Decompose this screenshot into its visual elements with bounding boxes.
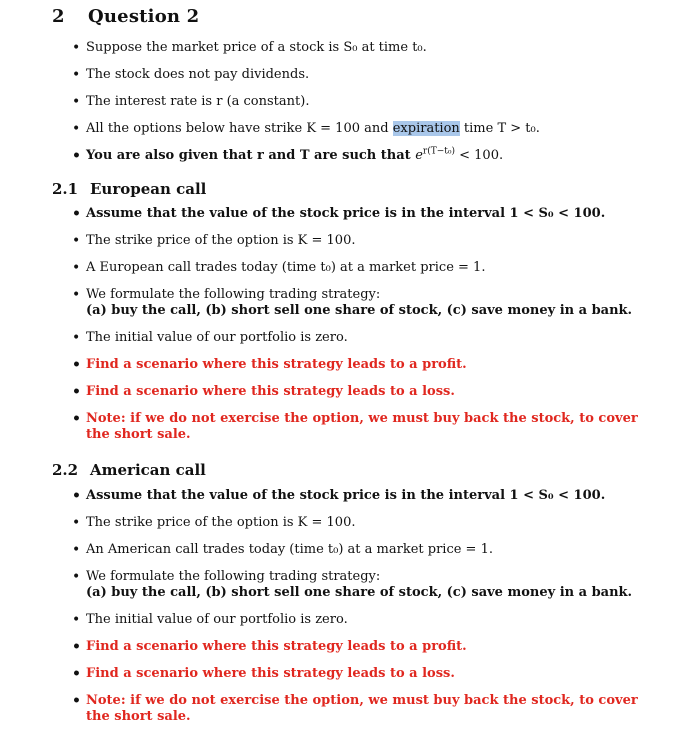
list-item: • The initial value of our portfolio is zero. [72, 612, 652, 639]
list-item: • An American call trades today (time t₀) at a market price = 1. [72, 542, 652, 569]
text-span: time T > t₀. [459, 121, 540, 136]
list-item: • Find a scenario where this strategy leads to a profit. [72, 639, 652, 666]
subsection-title: European call [90, 180, 207, 198]
list-item: • Assume that the value of the stock price is in the interval 1 < S₀ < 100. [72, 488, 652, 515]
list-item: • Suppose the market price of a stock is S₀ at time t₀. [72, 40, 652, 67]
list-item: • Find a scenario where this strategy leads to a loss. [72, 666, 652, 693]
list-item: • Note: if we do not exercise the option, we must buy back the stock, to cover the short sale. [72, 411, 652, 454]
subsection-title: American call [90, 461, 206, 479]
math-exponent: r(T−t₀) [422, 146, 455, 157]
math-expression [415, 148, 503, 163]
text-span: We formulate the following trading strategy: [86, 287, 381, 302]
american-call-list [72, 488, 652, 736]
intro-list [72, 40, 652, 175]
subsection-heading-2-2 [52, 461, 206, 479]
list-item: • The initial value of our portfolio is zero. [72, 330, 652, 357]
strategy-text: (a) buy the call, (b) short sell one share of stock, (c) save money in a bank. [86, 303, 633, 318]
section-heading [52, 6, 199, 27]
list-item [72, 569, 652, 612]
subsection-number: 2.2 [52, 461, 79, 479]
section-title: Question 2 [88, 6, 200, 27]
list-item [72, 287, 652, 330]
text-span: We formulate the following trading strategy: [86, 569, 381, 584]
selected-text-highlight[interactable]: expiration [392, 121, 460, 136]
list-item: • The stock does not pay dividends. [72, 67, 652, 94]
list-item: • Note: if we do not exercise the option, we must buy back the stock, to cover the short sale. [72, 693, 652, 736]
list-item: • Find a scenario where this strategy leads to a loss. [72, 384, 652, 411]
list-item: • Find a scenario where this strategy leads to a profit. [72, 357, 652, 384]
text-span: All the options below have strike K = 100 and [86, 121, 393, 136]
list-item: • The strike price of the option is K = 100. [72, 515, 652, 542]
list-item: • The interest rate is r (a constant). [72, 94, 652, 121]
text-span: You are also given that r and T are such that [86, 148, 416, 163]
list-item: • The strike price of the option is K = 100. [72, 233, 652, 260]
list-item [72, 121, 652, 148]
list-item [72, 148, 652, 175]
subsection-number: 2.1 [52, 180, 79, 198]
section-number: 2 [52, 6, 65, 27]
math-rest: < 100. [455, 148, 504, 163]
subsection-heading-2-1 [52, 180, 206, 198]
strategy-text: (a) buy the call, (b) short sell one share of stock, (c) save money in a bank. [86, 585, 633, 600]
math-base: e [415, 148, 423, 163]
list-item: • Assume that the value of the stock price is in the interval 1 < S₀ < 100. [72, 206, 652, 233]
european-call-list [72, 206, 652, 454]
list-item: • A European call trades today (time t₀) at a market price = 1. [72, 260, 652, 287]
